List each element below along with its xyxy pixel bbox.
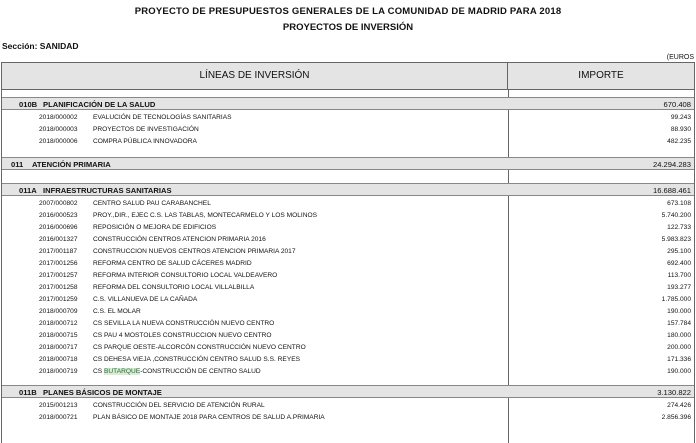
project-description: REFORMA INTERIOR CONSULTORIO LOCAL VALDEAVERO bbox=[93, 272, 278, 279]
group-row-010b bbox=[2, 97, 694, 110]
table-row bbox=[2, 136, 694, 148]
description-prefix: CS bbox=[93, 368, 104, 375]
project-amount: 190.000 bbox=[667, 308, 691, 315]
table-row bbox=[2, 112, 694, 124]
table-row bbox=[2, 270, 694, 282]
project-description: C.S. EL MOLAR bbox=[93, 308, 141, 315]
project-description: CONSTRUCCIÓN DEL SERVICIO DE ATENCIÓN RURAL bbox=[93, 402, 265, 409]
project-code: 2018/000719 bbox=[39, 368, 78, 375]
group-name: INFRAESTRUCTURAS SANITARIAS bbox=[43, 186, 172, 195]
project-amount: 88.930 bbox=[670, 126, 691, 133]
project-description: C.S. VILLANUEVA DE LA CAÑADA bbox=[93, 296, 198, 303]
table-row bbox=[2, 258, 694, 270]
project-description: CS DEHESA VIEJA ,CONSTRUCCIÓN CENTRO SALUD S.S. REYES bbox=[93, 356, 301, 363]
group-name: PLANES BÁSICOS DE MONTAJE bbox=[43, 388, 162, 397]
project-amount: 171.336 bbox=[667, 356, 691, 363]
group-amount: 3.130.822 bbox=[657, 388, 691, 397]
table-body bbox=[2, 90, 694, 443]
project-code: 2018/000712 bbox=[39, 320, 78, 327]
table-row bbox=[2, 412, 694, 424]
group-amount: 24.294.283 bbox=[652, 160, 691, 169]
project-code: 2007/000802 bbox=[39, 200, 78, 207]
column-header-amount: IMPORTE bbox=[578, 70, 624, 81]
table-row bbox=[2, 306, 694, 318]
project-amount: 5.983.823 bbox=[661, 236, 691, 243]
project-amount: 482.235 bbox=[667, 138, 691, 145]
project-description: REFORMA DEL CONSULTORIO LOCAL VILLALBILLA bbox=[93, 284, 255, 291]
table-row bbox=[2, 342, 694, 354]
table-row bbox=[2, 400, 694, 412]
project-code: 2018/000718 bbox=[39, 356, 78, 363]
project-code: 2017/001259 bbox=[39, 296, 78, 303]
project-amount: 5.740.200 bbox=[661, 212, 691, 219]
project-amount: 2.856.396 bbox=[661, 414, 691, 421]
project-code: 2018/000717 bbox=[39, 344, 78, 351]
project-description: EVALUCIÓN DE TECNOLOGÍAS SANITARIAS bbox=[93, 114, 232, 121]
table-row bbox=[2, 318, 694, 330]
project-code: 2018/000003 bbox=[39, 126, 78, 133]
group-code: 010B bbox=[19, 100, 38, 109]
project-description: CENTRO SALUD PAU CARABANCHEL bbox=[93, 200, 211, 207]
table-row bbox=[2, 366, 694, 378]
project-amount: 200.000 bbox=[667, 344, 691, 351]
highlighted-text: BUTARQUE bbox=[104, 368, 141, 375]
project-description bbox=[93, 368, 261, 375]
group-amount: 16.688.461 bbox=[652, 186, 691, 195]
project-code: 2017/001257 bbox=[39, 272, 78, 279]
project-code: 2016/001327 bbox=[39, 236, 78, 243]
project-code: 2016/000696 bbox=[39, 224, 78, 231]
table-header bbox=[2, 62, 694, 90]
project-amount: 113.700 bbox=[667, 272, 691, 279]
group-row-011b bbox=[2, 385, 694, 398]
project-code: 2017/001187 bbox=[39, 248, 78, 255]
table-row bbox=[2, 246, 694, 258]
project-description: PROYECTOS DE INVESTIGACIÓN bbox=[93, 126, 199, 133]
group-row-011a bbox=[2, 183, 694, 196]
group-code: 011A bbox=[19, 186, 37, 195]
project-code: 2018/000006 bbox=[39, 138, 78, 145]
project-description: PROY.,DIR., EJEC C.S. LAS TABLAS, MONTECARMELO Y LOS MOLINOS bbox=[93, 212, 318, 219]
project-amount: 180.000 bbox=[667, 332, 691, 339]
project-description: REFORMA CENTRO DE SALUD CÁCERES MADRID bbox=[93, 260, 252, 267]
project-amount: 673.108 bbox=[667, 200, 691, 207]
project-amount: 274.426 bbox=[667, 402, 691, 409]
report-subtitle: PROYECTOS DE INVERSIÓN bbox=[282, 22, 414, 33]
group-name: ATENCIÓN PRIMARIA bbox=[32, 160, 111, 169]
project-description: REPOSICIÓN O MEJORA DE EDIFICIOS bbox=[93, 224, 217, 231]
project-amount: 193.277 bbox=[667, 284, 691, 291]
table-row bbox=[2, 282, 694, 294]
project-description: CS SEVILLA LA NUEVA CONSTRUCCIÓN NUEVO CENTRO bbox=[93, 320, 275, 327]
group-name: PLANIFICACIÓN DE LA SALUD bbox=[43, 100, 156, 109]
project-amount: 295.100 bbox=[667, 248, 691, 255]
project-description: PLAN BÁSICO DE MONTAJE 2018 PARA CENTROS DE SALUD A.PRIMARIA bbox=[93, 414, 325, 421]
report-title: PROYECTO DE PRESUPUESTOS GENERALES DE LA COMUNIDAD DE MADRID PARA 2018 bbox=[134, 6, 562, 17]
table-row bbox=[2, 234, 694, 246]
group-code: 011 bbox=[11, 160, 24, 169]
group-row-011 bbox=[2, 157, 694, 170]
table-row bbox=[2, 210, 694, 222]
project-amount: 692.400 bbox=[667, 260, 691, 267]
project-amount: 99.243 bbox=[670, 114, 691, 121]
project-description: COMPRA PÚBLICA INNOVADORA bbox=[93, 138, 197, 145]
column-header-lines: LÍNEAS DE INVERSIÓN bbox=[2, 63, 508, 89]
project-amount: 157.784 bbox=[667, 320, 691, 327]
project-code: 2015/001213 bbox=[39, 402, 78, 409]
description-suffix: -CONSTRUCCIÓN DE CENTRO SALUD bbox=[140, 368, 261, 375]
table-row bbox=[2, 354, 694, 366]
investment-table bbox=[1, 62, 695, 443]
table-row bbox=[2, 124, 694, 136]
table-row bbox=[2, 222, 694, 234]
project-code: 2018/000721 bbox=[39, 414, 78, 421]
project-code: 2016/000523 bbox=[39, 212, 78, 219]
section-label: Sección: SANIDAD bbox=[2, 41, 79, 51]
table-row bbox=[2, 198, 694, 210]
project-amount: 1.785.000 bbox=[661, 296, 691, 303]
project-code: 2018/000715 bbox=[39, 332, 78, 339]
project-description: CONSTRUCCION NUEVOS CENTROS ATENCION PRIMARIA 2017 bbox=[93, 248, 296, 255]
project-amount: 190.000 bbox=[667, 368, 691, 375]
group-amount: 670.408 bbox=[663, 100, 691, 109]
project-code: 2018/000002 bbox=[39, 114, 78, 121]
units-label: (EUROS bbox=[666, 54, 694, 61]
project-amount: 122.733 bbox=[667, 224, 691, 231]
table-row bbox=[2, 330, 694, 342]
project-description: CS PAU 4 MOSTOLES CONSTRUCCION NUEVO CENTRO bbox=[93, 332, 272, 339]
group-code: 011B bbox=[19, 388, 37, 397]
project-description: CONSTRUCCIÓN CENTROS ATENCION PRIMARIA 2016 bbox=[93, 236, 266, 243]
table-row bbox=[2, 294, 694, 306]
project-description: CS PARQUE OESTE-ALCORCÓN CONSTRUCCIÓN NUEVO CENTRO bbox=[93, 344, 306, 351]
project-code: 2017/001258 bbox=[39, 284, 78, 291]
project-code: 2017/001256 bbox=[39, 260, 78, 267]
project-code: 2018/000709 bbox=[39, 308, 78, 315]
